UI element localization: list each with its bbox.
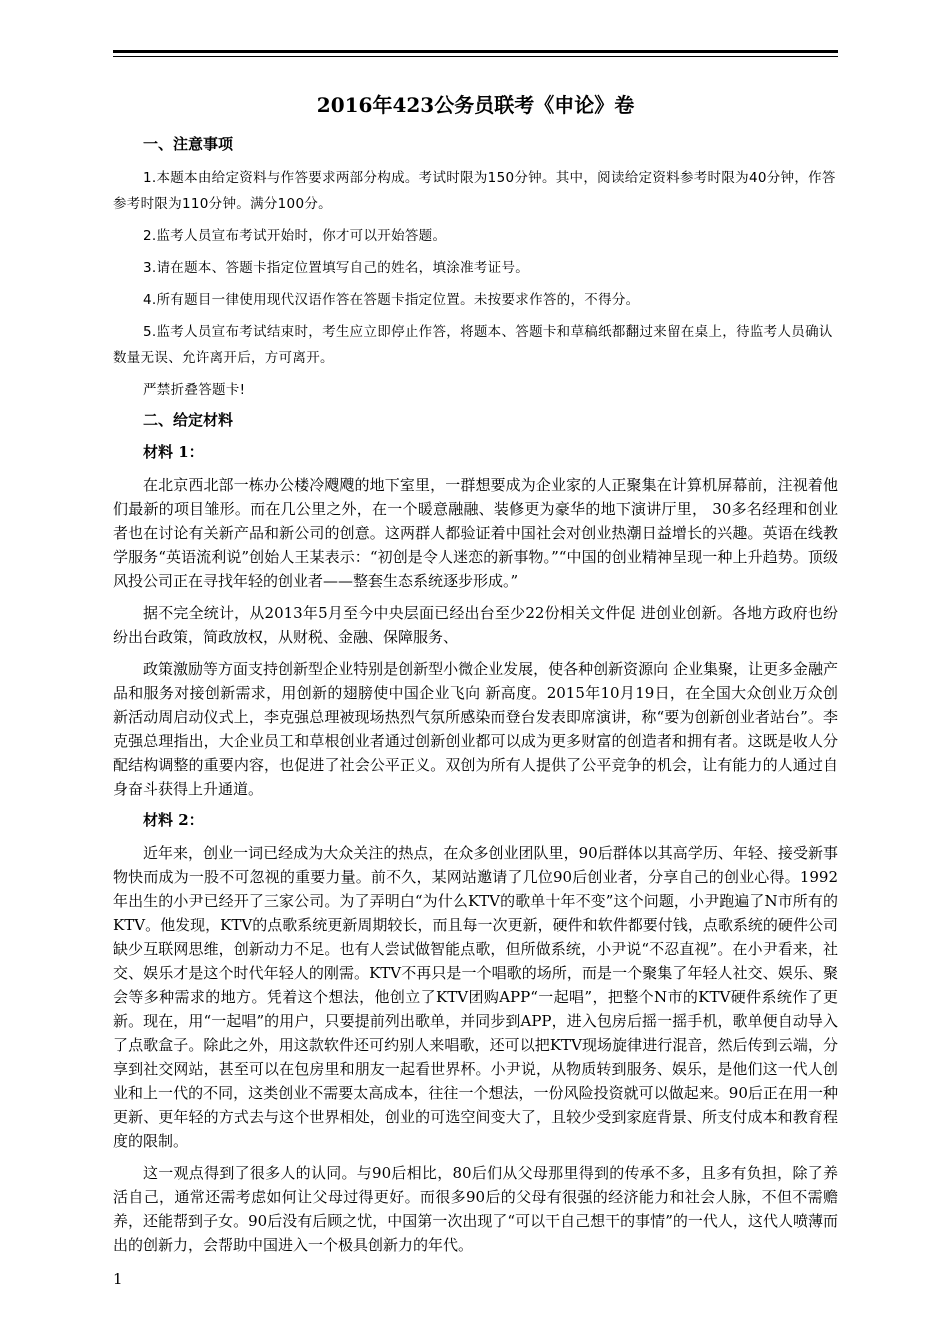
note-item-3: 3.请在题本、答题卡指定位置填写自己的姓名，填涂准考证号。 (143, 260, 530, 276)
material-1-paragraph-2: 据不完全统计，从2013年5月至今中央层面已经出台至少22份相关文件促 进创业创新。各地方政府也纷纷出台政策，简政放权，从财税、金融、保障服务、 (113, 604, 838, 646)
material-2-paragraph-1: 近年来，创业一词已经成为大众关注的热点，在众多创业团队里，90后群体以其高学历、年轻、接受新事物快而成为一股不可忽视的重要力量。前不久，某网站邀请了几位90后创业者，分享自己的创业心得。1992年出生的小尹已经开了三家公司。为了弄明白“为什么KTV的歌单十年不变”这个问题，小尹跑遍了N市所有的KTV。他发现，KTV的点歌系统更新周期较长，而且每一次更新，硬件和软件都要付钱，点歌系统的硬件公司缺少互联网思维，创新动力不足。也有人尝试做智能点歌，但所做系统，小尹说“不忍直视”。在小尹看来，社交、娱乐才是这个时代年轻人的刚需。KTV不再只是一个唱歌的场所，而是一个聚集了年轻人社交、娱乐、聚会等多种需求的地方。凭着这个想法，他创立了KTV团购APP“一起唱”，把整个N市的KTV硬件系统作了更新。现在，用“一起唱”的用户，只要提前列出歌单，并同步到APP，进入包房后摇一摇手机，歌单便自动导入了点歌盒子。除此之外，用这款软件还可约别人来唱歌，还可以把KTV现场旋律进行混音，然后传到云端，分享到社交网站，甚至可以在包房里和朋友一起看世界杯。小尹说，从物质转到服务、娱乐，是他们这一代人创业和上一代的不同，这类创业不需要太高成本，往往一个想法，一份风险投资就可以做起来。90后正在用一种更新、更年轻的方式去与这个世界相处，创业的可选空间变大了，且较少受到家庭背景、所支付成本和教育程度的限制。 (113, 844, 838, 1150)
note-item-4: 4.所有题目一律使用现代汉语作答在答题卡指定位置。未按要求作答的，不得分。 (143, 292, 640, 308)
page-number: 1 (113, 1270, 123, 1288)
document-title: 2016年423公务员联考《申论》卷 (316, 93, 635, 117)
material-2-heading: 材料 2： (143, 811, 204, 829)
note-item-1: 1.本题本由给定资料与作答要求两部分构成。考试时限为150分钟。其中，阅读给定资料参考时限为40分钟，作答参考时限为110分钟。满分100分。 (113, 170, 836, 212)
material-1-paragraph-1: 在北京西北部一栋办公楼冷飕飕的地下室里，一群想要成为企业家的人正聚集在计算机屏幕前，注视着他们最新的项目雏形。而在几公里之外，在一个暖意融融、装修更为豪华的地下演讲厅里， 30多名经理和创业者也在讨论有关新产品和新公司的创意。这两群人都验证着中国社会对创业热潮日益增长的兴趣。英语在线教学服务“英语流利说”创始人王某表示：“初创是令人迷恋的新事物。”“中国的创业精神呈现一种上升趋势。顶级风投公司正在寻找年轻的创业者——整套生态系统逐步形成。” (113, 476, 838, 590)
material-2-paragraph-2: 这一观点得到了很多人的认同。与90后相比，80后们从父母那里得到的传承不多，且多有负担，除了养活自己，通常还需考虑如何让父母过得更好。而很多90后的父母有很强的经济能力和社会人脉，不但不需赡养，还能帮到子女。90后没有后顾之忧，中国第一次出现了“可以干自己想干的事情”的一代人，这代人喷薄而出的创新力，会帮助中国进入一个极具创新力的年代。 (113, 1164, 838, 1254)
document-body (113, 90, 838, 1265)
note-item-5: 5.监考人员宣布考试结束时，考生应立即停止作答，将题本、答题卡和草稿纸都翻过来留在桌上，待监考人员确认数量无误、允许离开后，方可离开。 (113, 324, 833, 366)
material-1-paragraph-3: 政策激励等方面支持创新型企业特别是创新型小微企业发展，使各种创新资源向 企业集聚，让更多金融产品和服务对接创新需求，用创新的翅膀使中国企业飞向 新高度。2015年10月19日，在全国大众创业万众创新活动周启动仪式上，李克强总理被现场热烈气氛所感染而登台发表即席演讲，称“要为创新创业者站台”。李克强总理指出，大企业员工和草根创业者通过创新创业都可以成为更多财富的创造者和拥有者。这既是收人分配结构调整的重要内容，也促进了社会公平正义。双创为所有人提供了公平竞争的机会，让有能力的人通过自身奋斗获得上升通道。 (113, 660, 838, 798)
material-1-heading: 材料 1： (143, 443, 204, 461)
section-heading-materials: 二、给定材料 (143, 411, 234, 429)
note-item-2: 2.监考人员宣布考试开始时，你才可以开始答题。 (143, 228, 447, 244)
header-rule (113, 50, 838, 57)
section-heading-notes: 一、注意事项 (143, 135, 234, 153)
note-warning: 严禁折叠答题卡! (143, 382, 246, 398)
